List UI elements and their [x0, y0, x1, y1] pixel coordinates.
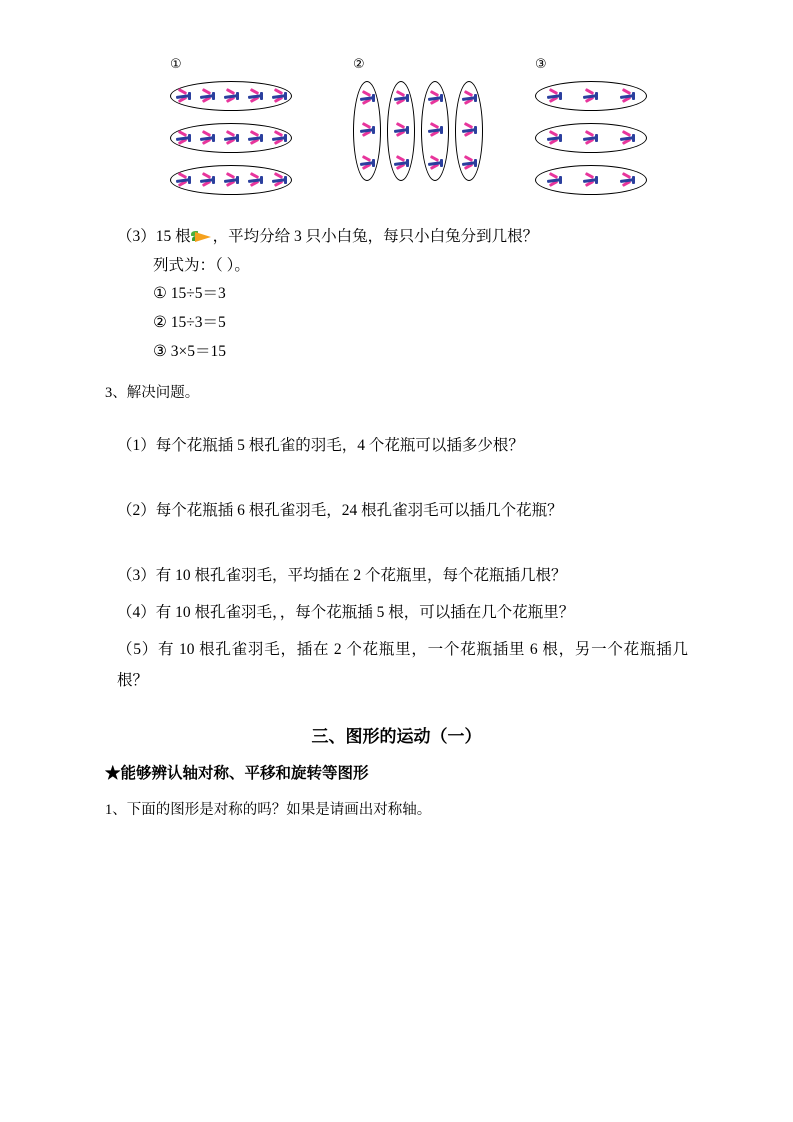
- figure-group-3: [535, 58, 647, 207]
- plane-icon: [546, 89, 563, 104]
- plane-icon: [427, 156, 444, 171]
- plane-icon: [199, 173, 216, 188]
- plane-icon: [223, 131, 240, 146]
- plane-icon: [461, 156, 478, 171]
- figure-group-2-label: ②: [353, 57, 365, 72]
- ellipse-column-set: [353, 81, 483, 181]
- section-3-item-5: （5）有 10 根孔雀羽毛，插在 2 个花瓶里，一个花瓶插里 6 根，另一个花瓶插几根？: [117, 640, 688, 689]
- plane-icon: [582, 173, 599, 188]
- ellipse-row: [170, 165, 292, 195]
- plane-icon: [582, 131, 599, 146]
- plane-icon: [175, 131, 192, 146]
- plane-icon: [223, 173, 240, 188]
- figure-group-1-label: ①: [170, 57, 182, 72]
- plane-icon: [359, 91, 376, 106]
- plane-icon: [546, 131, 563, 146]
- plane-icon: [546, 173, 563, 188]
- plane-icon: [427, 123, 444, 138]
- ellipse-column: [421, 81, 449, 181]
- question-3-formula-line: 列式为：（ ）。: [153, 256, 250, 274]
- plane-icon: [393, 156, 410, 171]
- ellipse-row: [170, 81, 292, 111]
- plane-icon: [619, 89, 636, 104]
- plane-icon: [271, 131, 288, 146]
- section-3-heading: 3、解决问题。: [105, 385, 200, 402]
- plane-icon: [427, 91, 444, 106]
- plane-icon: [247, 89, 264, 104]
- chapter-goal: ★能够辨认轴对称、平移和旋转等图形: [105, 764, 369, 782]
- question-3-option-2[interactable]: ② 15÷3＝5: [153, 314, 226, 332]
- ellipse-column: [387, 81, 415, 181]
- plane-icon: [619, 173, 636, 188]
- plane-icon: [199, 131, 216, 146]
- spacer: [105, 526, 688, 560]
- section-3-item-4: （4）有 10 根孔雀羽毛，，每个花瓶插 5 根，可以插在几个花瓶里？: [117, 603, 575, 621]
- figure-group-1: [170, 58, 292, 207]
- plane-icon: [582, 89, 599, 104]
- ellipse-row: [535, 81, 647, 111]
- ellipse-row: [170, 123, 292, 153]
- plane-icon: [175, 173, 192, 188]
- ellipse-row: [535, 123, 647, 153]
- plane-icon: [247, 173, 264, 188]
- figure-block: [105, 58, 688, 223]
- ellipse-row: [535, 165, 647, 195]
- section-3-item-1: （1）每个花瓶插 5 根孔雀的羽毛，4 个花瓶可以插多少根？: [117, 436, 524, 454]
- plane-icon: [461, 91, 478, 106]
- spacer: [105, 408, 688, 430]
- section-3-item-3: （3）有 10 根孔雀羽毛，平均插在 2 个花瓶里，每个花瓶插几根？: [117, 566, 567, 584]
- question-3-prompt: [105, 223, 688, 252]
- plane-icon: [359, 156, 376, 171]
- chapter-title: 三、图形的运动（一）: [311, 726, 482, 746]
- plane-icon: [619, 131, 636, 146]
- question-3-option-1[interactable]: ① 15÷5＝3: [153, 285, 226, 303]
- spacer: [105, 461, 688, 495]
- plane-icon: [271, 89, 288, 104]
- plane-icon: [175, 89, 192, 104]
- ellipse-column: [353, 81, 381, 181]
- question-3-prompt-before: （3）15 根: [117, 228, 191, 245]
- plane-icon: [393, 91, 410, 106]
- plane-icon: [247, 131, 264, 146]
- plane-icon: [199, 89, 216, 104]
- plane-icon: [359, 123, 376, 138]
- plane-icon: [393, 123, 410, 138]
- plane-icon: [271, 173, 288, 188]
- ellipse-column: [455, 81, 483, 181]
- chapter-exercise-1: 1、下面的图形是对称的吗？如果是请画出对称轴。: [105, 801, 432, 818]
- plane-icon: [461, 123, 478, 138]
- carrot-icon: [191, 230, 213, 243]
- question-3-option-3[interactable]: ③ 3×5＝15: [153, 342, 227, 360]
- figure-group-2: [353, 58, 483, 181]
- question-3-prompt-after: ，平均分给 3 只小白兔，每只小白兔分到几根？: [212, 228, 539, 245]
- section-3-item-2: （2）每个花瓶插 6 根孔雀羽毛，24 根孔雀羽毛可以插几个花瓶？: [117, 501, 563, 519]
- figure-group-3-label: ③: [535, 57, 547, 72]
- plane-icon: [223, 89, 240, 104]
